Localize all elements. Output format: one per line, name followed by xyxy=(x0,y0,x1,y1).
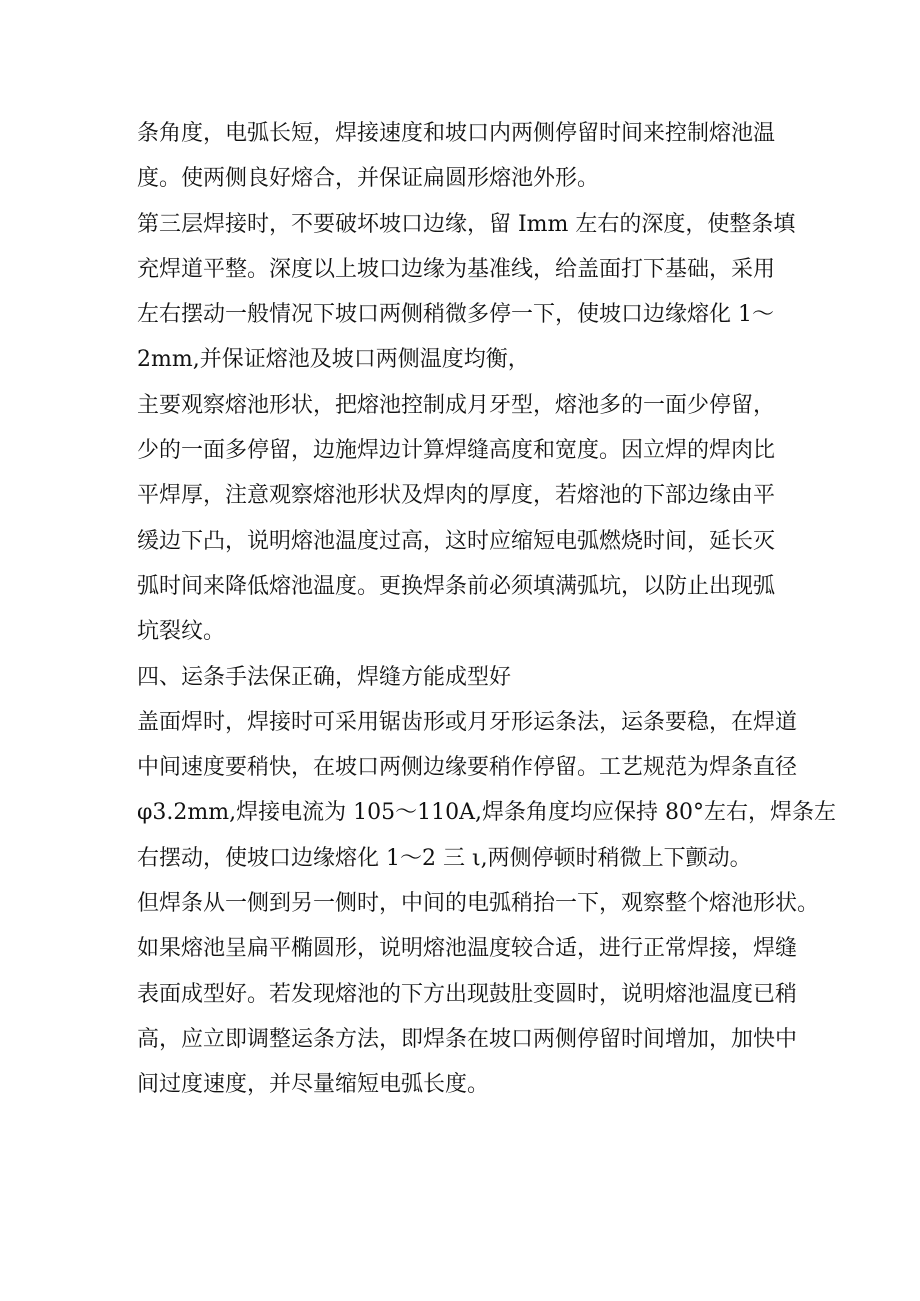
text-line: 度。使两侧良好熔合，并保证扁圆形熔池外形。 xyxy=(137,166,600,192)
heading-line: 四、运条手法保正确，焊缝方能成型好 xyxy=(137,664,512,690)
paragraph-6 xyxy=(137,881,820,1107)
section-heading xyxy=(137,655,797,700)
text-line: 如果熔池呈扁平椭圆形，说明熔池温度较合适，进行正常焊接，焊缝 xyxy=(137,936,798,962)
text-line: 高，应立即调整运条方法，即焊条在坡口两侧停留时间增加，加快中 xyxy=(137,1026,798,1052)
text-line: 缓边下凸，说明熔池温度过高，这时应缩短电弧燃烧时间，延长灭 xyxy=(137,528,776,554)
paragraph-5 xyxy=(137,700,836,881)
text-line: 第三层焊接时，不要破坏坡口边缘，留 Imm 左右的深度，使整条填 xyxy=(137,211,796,237)
text-line: φ3.2mm,焊接电流为 105～110A,焊条角度均应保持 80°左右，焊条左 xyxy=(137,800,836,826)
paragraph-2 xyxy=(137,202,797,383)
text-line: 中间速度要稍快，在坡口两侧边缘要稍作停留。工艺规范为焊条直径 xyxy=(137,755,798,781)
text-line: 平焊厚，注意观察熔池形状及焊肉的厚度，若熔池的下部边缘由平 xyxy=(137,483,776,509)
text-line: 少的一面多停留，边施焊边计算焊缝高度和宽度。因立焊的焊肉比 xyxy=(137,438,776,464)
text-line: 右摆动，使坡口边缘熔化 1～2 三 ι,两侧停顿时稍微上下颤动。 xyxy=(137,845,752,871)
text-line: 主要观察熔池形状，把熔池控制成月牙型，熔池多的一面少停留， xyxy=(137,392,776,418)
text-line: 条角度，电弧长短，焊接速度和坡口内两侧停留时间来控制熔池温 xyxy=(137,121,776,146)
paragraph-1 xyxy=(137,111,797,202)
text-line: 但焊条从一侧到另一侧时，中间的电弧稍抬一下，观察整个熔池形状。 xyxy=(137,891,820,917)
text-line: 盖面焊时，焊接时可采用锯齿形或月牙形运条法，运条要稳，在焊道 xyxy=(137,709,798,735)
text-line: 左右摆动一般情况下坡口两侧稍微多停一下，使坡口边缘熔化 1～ xyxy=(137,302,774,328)
text-line: 间过度速度，并尽量缩短电弧长度。 xyxy=(137,1072,490,1098)
text-line: 充焊道平整。深度以上坡口边缘为基准线，给盖面打下基础，采用 xyxy=(137,256,776,282)
document-body xyxy=(137,111,836,1108)
text-line: 弧时间来降低熔池温度。更换焊条前必须填满弧坑，以防止出现弧 xyxy=(137,573,776,599)
text-line: 坑裂纹。 xyxy=(137,619,226,645)
text-line: 表面成型好。若发现熔池的下方出现鼓肚变圆时，说明熔池温度已稍 xyxy=(137,981,798,1007)
paragraph-3 xyxy=(137,383,797,655)
text-line: 2mm,并保证熔池及坡口两侧温度均衡， xyxy=(137,347,530,373)
